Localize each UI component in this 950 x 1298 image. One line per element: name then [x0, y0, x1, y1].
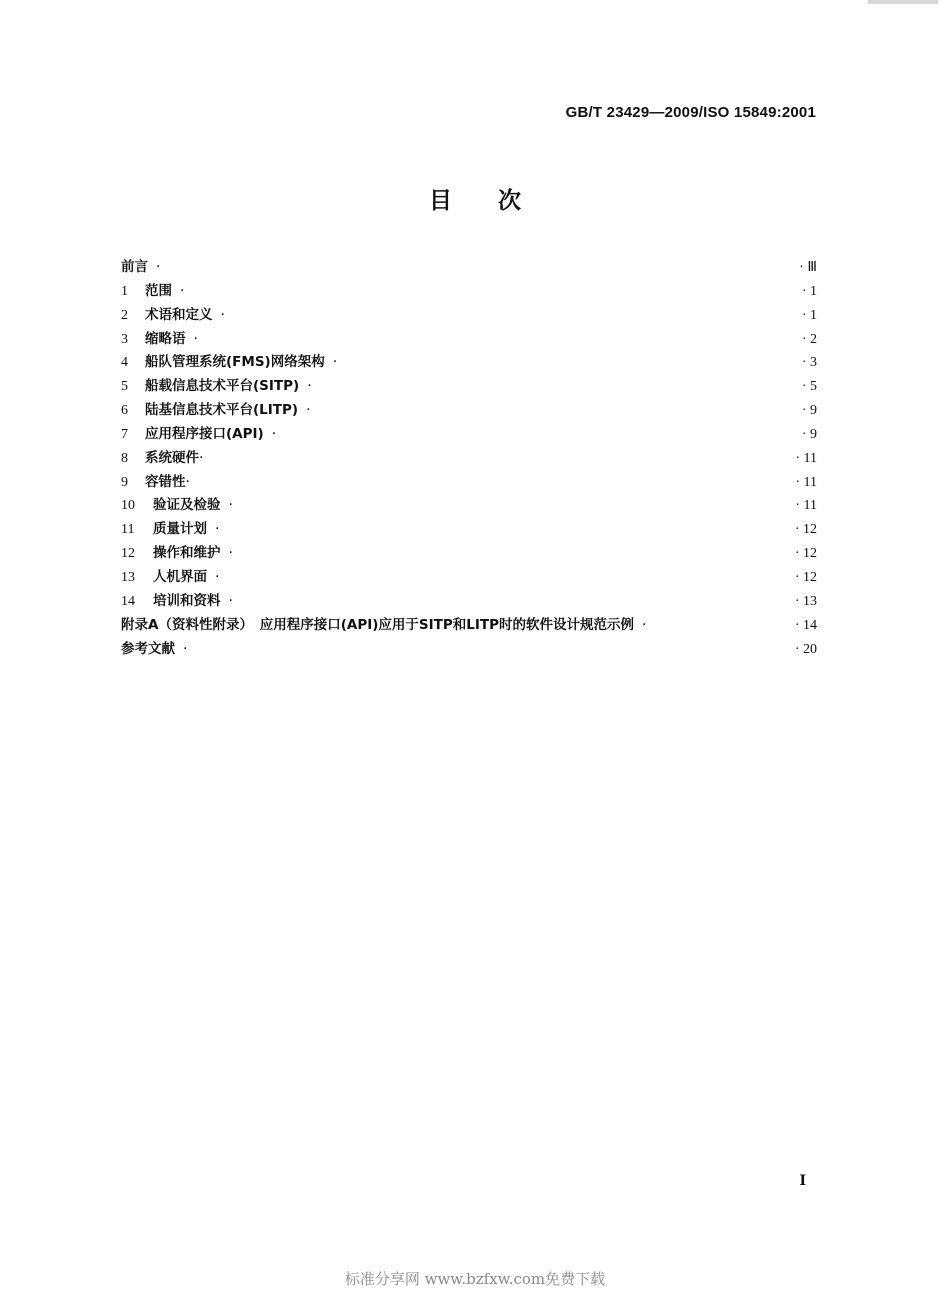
- toc-entry-text: 人机界面: [153, 568, 207, 585]
- toc-entry-number: 4: [121, 355, 128, 371]
- toc-entry-annex-a[interactable]: [121, 614, 817, 638]
- toc-entry-page-dot: ·: [795, 450, 804, 466]
- toc-entry-page: 2: [810, 331, 817, 347]
- toc-entry-number: 11: [121, 522, 135, 538]
- toc-entry-text: 附录A（资料性附录） 应用程序接口(API)应用于SITP和LITP时的软件设计规范示例: [121, 616, 634, 633]
- watermark-text: 标准分享网 www.bzfxw.com免费下载: [344, 1270, 606, 1288]
- toc-entry-text: 验证及检验: [153, 497, 221, 514]
- toc-entry-text: 陆基信息技术平台(LITP): [145, 402, 299, 419]
- toc-entry[interactable]: [121, 542, 817, 566]
- toc-entry-page-dot: ·: [794, 593, 803, 609]
- toc-entry-page-dot: ·: [801, 331, 810, 347]
- leader-dot: ·: [199, 449, 204, 466]
- toc-entry-page: Ⅲ: [807, 260, 817, 275]
- toc-entry-page-dot: ·: [794, 569, 803, 585]
- leader-dot: ·: [332, 354, 338, 371]
- toc-entry-number: 9: [121, 474, 128, 490]
- toc-entry-number: 8: [121, 450, 128, 466]
- toc-entry-page: 3: [810, 355, 817, 371]
- toc-entry-page: 1: [810, 307, 817, 323]
- toc-entry-page: 12: [803, 569, 817, 585]
- toc-entry[interactable]: [121, 566, 817, 590]
- toc-entry-page-dot: ·: [794, 641, 803, 657]
- toc-entry[interactable]: [121, 280, 817, 304]
- toc-entry-page: 5: [810, 379, 817, 395]
- toc-entry-text: 船载信息技术平台(SITP): [145, 378, 300, 395]
- toc-entry-number: 3: [121, 331, 128, 347]
- toc-entry-page: 12: [803, 546, 817, 562]
- toc-entry-bibliography[interactable]: [121, 638, 817, 662]
- toc-entry-page: 12: [803, 522, 817, 538]
- toc-entry[interactable]: [121, 304, 817, 328]
- toc-entry[interactable]: [121, 471, 817, 495]
- toc-entry-number: 6: [121, 403, 128, 419]
- leader-dot: ·: [215, 568, 220, 585]
- toc-entry-page: 20: [803, 641, 817, 657]
- leader-dot: ·: [183, 640, 188, 657]
- leader-dot: ·: [180, 282, 185, 299]
- toc-entry-number: 5: [121, 379, 128, 395]
- toc-entry-number: 14: [121, 593, 135, 609]
- standard-number: GB/T 23429—2009/ISO 15849:2001: [565, 104, 816, 121]
- toc-entry-page-dot: ·: [801, 355, 810, 371]
- leader-dot: ·: [228, 592, 233, 609]
- toc-entry-page-dot: ·: [794, 546, 803, 562]
- leader-dot: ·: [215, 521, 220, 538]
- toc-entry-text: 术语和定义: [145, 306, 213, 323]
- toc-entry-page: 1: [810, 283, 817, 299]
- toc-entry-text: 应用程序接口(API): [145, 425, 264, 442]
- leader-dot: ·: [193, 330, 198, 347]
- toc-entry-number: 7: [121, 426, 128, 442]
- leader-dot: ·: [641, 616, 647, 633]
- toc-entry-text: 容错性: [145, 473, 186, 490]
- toc-entry-number: 13: [121, 569, 135, 585]
- toc-entry-page: 11: [803, 450, 817, 466]
- page-number: I: [799, 1173, 806, 1189]
- toc-entry-page-dot: ·: [801, 307, 810, 323]
- toc-entry[interactable]: [121, 328, 817, 352]
- toc-entry-text: 范围: [145, 282, 172, 299]
- toc-entry-text: 船队管理系统(FMS)网络架构: [145, 354, 325, 371]
- toc-entry-text: 参考文献: [121, 640, 175, 657]
- toc-entry-number: 2: [121, 307, 128, 323]
- toc-entry-page-dot: ·: [801, 426, 810, 442]
- toc-entry-text: 操作和维护: [153, 545, 221, 562]
- toc-entry-text: 质量计划: [153, 521, 207, 538]
- table-of-contents: [121, 256, 817, 661]
- leader-dot: ·: [220, 306, 225, 323]
- toc-entry[interactable]: [121, 518, 817, 542]
- toc-entry-page-dot: ·: [795, 474, 804, 490]
- toc-entry-page: 11: [803, 498, 817, 514]
- toc-entry[interactable]: [121, 423, 817, 447]
- toc-entry-page: 13: [803, 593, 817, 609]
- toc-entry-page-dot: ·: [801, 283, 810, 299]
- toc-entry-page-dot: ·: [795, 498, 804, 514]
- toc-entry-number: 10: [121, 498, 135, 514]
- toc-entry-page: 9: [810, 403, 817, 419]
- toc-entry-text: 前言: [121, 259, 148, 275]
- toc-entry-page-dot: ·: [801, 379, 810, 395]
- toc-entry[interactable]: [121, 375, 817, 399]
- leader-dot: ·: [307, 378, 312, 395]
- toc-entry[interactable]: [121, 590, 817, 614]
- toc-entry-number: 1: [121, 283, 128, 299]
- toc-entry[interactable]: [121, 447, 817, 471]
- toc-entry-text: 缩略语: [145, 330, 186, 347]
- toc-entry[interactable]: [121, 351, 817, 375]
- toc-entry-text: 培训和资料: [153, 592, 221, 609]
- toc-entry-text: 系统硬件: [145, 449, 199, 466]
- leader-dot: ·: [228, 545, 233, 562]
- toc-entry-page-dot: ·: [794, 617, 803, 633]
- leader-dot: ·: [185, 473, 190, 490]
- leader-dot: ·: [228, 497, 233, 514]
- toc-entry-page-dot: ·: [794, 522, 803, 538]
- leader-dot: ·: [271, 425, 277, 442]
- leader-dot: ·: [156, 259, 161, 275]
- toc-entry-page: 11: [803, 474, 817, 490]
- top-edge-mark: [868, 0, 938, 4]
- toc-entry-page-dot: ·: [801, 403, 810, 419]
- page-title: 目 次: [429, 188, 521, 214]
- toc-entry-page: 14: [803, 617, 817, 633]
- toc-entry-page-dot: ·: [799, 260, 808, 275]
- toc-entry-number: 12: [121, 546, 135, 562]
- toc-entry[interactable]: [121, 494, 817, 518]
- toc-entry-foreword[interactable]: [121, 256, 817, 280]
- leader-dot: ·: [306, 402, 311, 419]
- toc-entry[interactable]: [121, 399, 817, 423]
- toc-entry-page: 9: [810, 426, 817, 442]
